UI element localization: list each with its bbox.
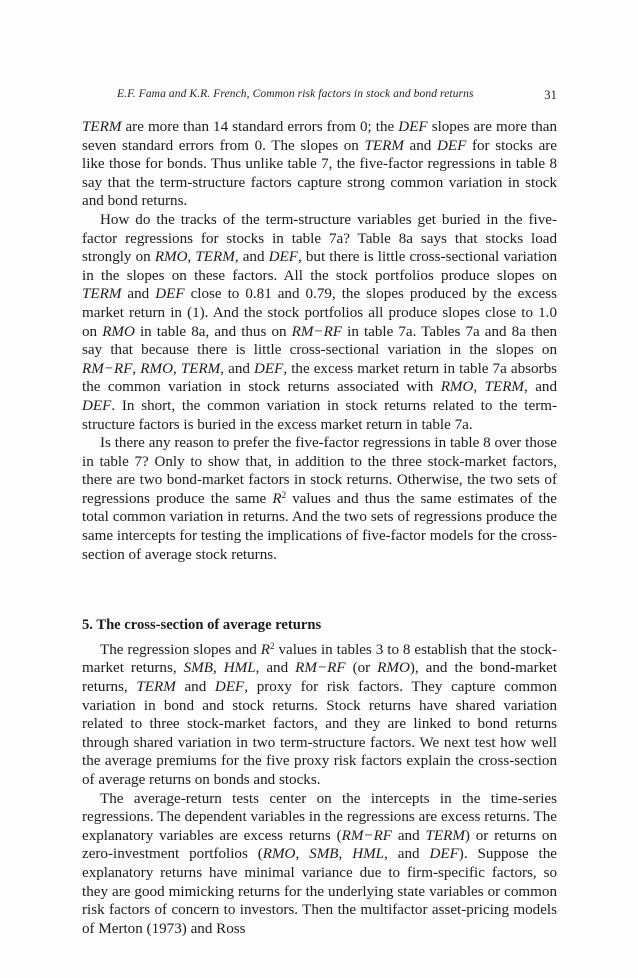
section-heading: 5. The cross-section of average returns	[82, 617, 322, 634]
variable-name: DEF	[398, 119, 428, 135]
variable-name: TERM	[425, 827, 465, 844]
section-gap	[82, 564, 557, 616]
variable-name: RM−RF	[82, 360, 133, 377]
variable-name: RM−RF	[295, 660, 346, 677]
variable-name: SMB	[183, 660, 213, 677]
variable-name: TERM	[82, 286, 122, 303]
paragraph: How do the tracks of the term-structure variables get buried in the five-factor regressions for stocks in table 7a? Table 8a says that stocks load strongly on RMO, TERM, and DEF, but there is little cross-sectional variation in the slopes on these factors. All the stock portfolios produce slopes on TERM and DEF close to 0.81 and 0.79, the slopes produced by the excess market return in (1). And the stock portfolios all produce slopes close to 1.0 on RMO in table 8a, and thus on RM−RF in table 7a. Tables 7a and 8a then say that because there is little cross-sectional variation in the slopes on RM−RF, RMO, TERM, and DEF, the excess market return in table 7a absorbs the common variation in stock returns associated with RMO, TERM, and DEF. In short, the common variation in stock returns related to the term-structure factors is buried in the excess market return in table 7a.	[82, 211, 558, 433]
variable-name: RM−RF	[341, 827, 393, 844]
variable-name: DEF	[436, 137, 467, 154]
variable-name: TERM	[484, 379, 525, 396]
variable-name: DEF	[254, 360, 284, 377]
paragraph: TERM are more than 14 standard errors from 0; the DEF slopes are more than seven standard errors from 0. The slopes on TERM and DEF for stocks are like those for bonds. Thus unlike table 7, the five-factor regressions in table 8 say that the term-structure factors capture strong common variation in stock and bond returns.	[82, 119, 557, 210]
page-number: 31	[544, 88, 557, 102]
variable-name: R	[272, 490, 282, 507]
variable-name: TERM	[180, 360, 221, 377]
variable-name: TERM	[82, 119, 122, 135]
paragraph: The average-return tests center on the intercepts in the time-series regressions. The dependent variables in the regressions are excess returns. The explanatory variables are excess returns (RM−RF and TERM) or returns on zero-investment portfolios (RMO, SMB, HML, and DEF). Suppose the explanatory returns have minimal variance due to firm-specific factors, so they are good mimicking returns for the underlying state variables or common risk factors of concern to investors. Then the multifactor asset-pricing models of Merton (1973) and Ross	[82, 790, 558, 937]
variable-name: RM−RF	[291, 323, 343, 340]
variable-name: RMO	[140, 360, 173, 377]
variable-name: HML	[223, 660, 256, 677]
variable-name: RMO	[440, 379, 474, 396]
variable-name: DEF	[214, 679, 245, 696]
body-text	[82, 118, 557, 938]
paragraph: Is there any reason to prefer the five-factor regressions in table 8 over those in table 7? Only to show that, in addition to the three stock-market factors, there are two bond-market factors in stock returns. Otherwise, the two sets of regressions produce the same $R^2$ values and thus the same estimates of the total common variation in returns. And the two sets of regressions produce the same intercepts for testing the implications of five-factor models for the cross-section of average stock returns.	[82, 435, 557, 563]
paragraph: The regression slopes and $R^2$ values in tables 3 to 8 establish that the stock-market returns, SMB, HML, and RM−RF (or RMO), and the bond-market returns, TERM and DEF, proxy for risk factors. They capture common variation in bond and stock returns. Stock returns have shared variation related to three stock-market factors, and they are linked to bond returns through shared variation in two term-structure factors. We next test how well the average premiums for the five proxy risk factors explain the cross-section of average returns on bonds and stocks.	[82, 640, 558, 788]
variable-name: HML	[352, 846, 385, 863]
variable-name: SMB	[309, 846, 339, 863]
variable-name: RMO	[262, 846, 296, 863]
variable-name: TERM	[136, 679, 176, 696]
variable-name: DEF	[82, 397, 112, 414]
variable-name: DEF	[429, 846, 459, 863]
variable-name: TERM	[364, 137, 404, 154]
variable-name: TERM	[195, 249, 235, 266]
variable-name: DEF	[268, 249, 298, 266]
variable-name: RMO	[377, 660, 410, 677]
variable-name: R	[260, 641, 271, 658]
variable-name: RMO	[102, 323, 135, 340]
variable-name: DEF	[155, 286, 185, 303]
variable-name: RMO	[154, 249, 188, 266]
running-head-title: E.F. Fama and K.R. French, Common risk factors in stock and bond returns	[117, 88, 474, 100]
